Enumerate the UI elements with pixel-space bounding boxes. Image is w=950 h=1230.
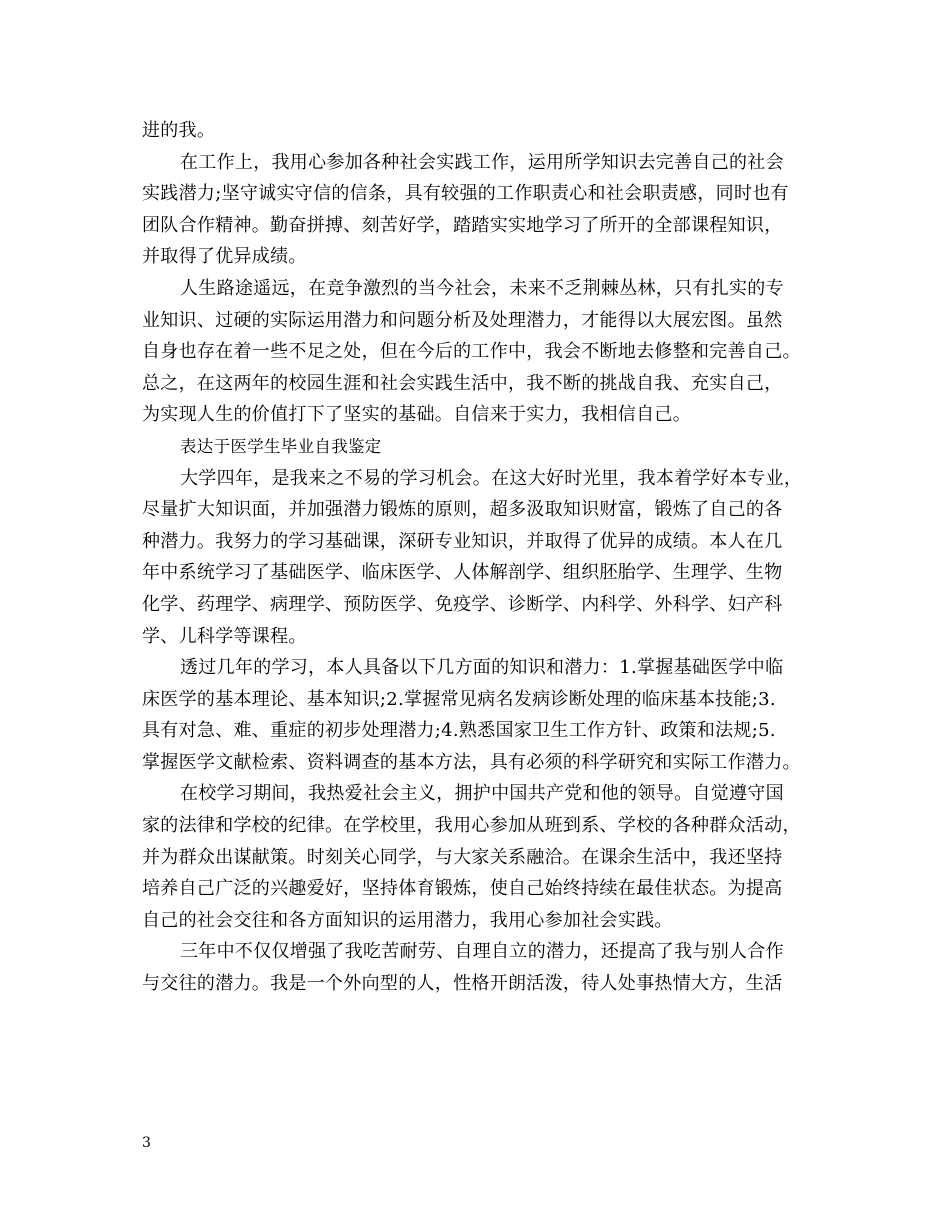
text-line: 实践潜力;坚守诚实守信的信条，具有较强的工作职责心和社会职责感，同时也有: [142, 183, 789, 205]
text-line: 总之，在这两年的校园生涯和社会实践生活中，我不断的挑战自我、充实自己，: [142, 372, 783, 394]
text-line: 并取得了优异成绩。: [142, 246, 307, 268]
text-line: 床医学的基本理论、基本知识;2.掌握常见病名发病诊断处理的临床基本技能;3.: [142, 688, 776, 710]
text-line: 学、儿科学等课程。: [142, 625, 307, 647]
text-line: 为实现人生的价值打下了坚实的基础。自信来于实力，我相信自己。: [142, 404, 691, 426]
page-number: 3: [142, 1135, 151, 1151]
text-line: 种潜力。我努力的学习基础课，深研专业知识，并取得了优异的成绩。本人在几: [142, 530, 783, 552]
text-line: 业知识、过硬的实际运用潜力和问题分析及处理潜力，才能得以大展宏图。虽然: [142, 309, 783, 331]
text-line: 掌握医学文献检索、资料调查的基本方法，具有必须的科学研究和实际工作潜力。: [142, 751, 801, 773]
text-line: 自身也存在着一些不足之处，但在今后的工作中，我会不断地去修整和完善自己。: [142, 341, 801, 363]
paragraph-start-line: 在工作上，我用心参加各种社会实践工作，运用所学知识去完善自己的社会: [180, 151, 784, 173]
paragraph-start-line: 在校学习期间，我热爱社会主义，拥护中国共产党和他的领导。自觉遵守国: [180, 783, 784, 805]
text-line: 家的法律和学校的纪律。在学校里，我用心参加从班到系、学校的各种群众活动，: [142, 815, 801, 837]
text-line: 与交往的潜力。我是一个外向型的人，性格开朗活泼，待人处事热情大方，生活: [142, 973, 783, 995]
section-heading: 表达于医学生毕业自我鉴定: [180, 436, 382, 456]
text-line: 自己的社会交往和各方面知识的运用潜力，我用心参加社会实践。: [142, 909, 673, 931]
text-line: 并为群众出谋献策。时刻关心同学，与大家关系融洽。在课余生活中，我还坚持: [142, 846, 783, 868]
paragraph-start-line: 大学四年，是我来之不易的学习机会。在这大好时光里，我本着学好本专业，: [180, 467, 803, 489]
text-line: 培养自己广泛的兴趣爱好，坚持体育锻炼，使自己始终持续在最佳状态。为提高: [142, 878, 783, 900]
text-line: 尽量扩大知识面，并加强潜力锻炼的原则，超多汲取知识财富，锻炼了自己的各: [142, 499, 783, 521]
paragraph-start-line: 人生路途遥远，在竞争激烈的当今社会，未来不乏荆棘丛林，只有扎实的专: [180, 277, 784, 299]
paragraph-start-line: 透过几年的学习，本人具备以下几方面的知识和潜力：1.掌握基础医学中临: [180, 657, 784, 679]
text-line: 具有对急、难、重症的初步处理潜力;4.熟悉国家卫生工作方针、政策和法规;5.: [142, 720, 776, 742]
text-line: 化学、药理学、病理学、预防医学、免疫学、诊断学、内科学、外科学、妇产科: [142, 593, 783, 615]
text-line: 团队合作精神。勤奋拼搏、刻苦好学，踏踏实实地学习了所开的全部课程知识，: [142, 214, 783, 236]
paragraph-start-line: 三年中不仅仅增强了我吃苦耐劳、自理自立的潜力，还提高了我与别人合作: [180, 941, 784, 963]
text-line: 进的我。: [142, 120, 216, 141]
text-line: 年中系统学习了基础医学、临床医学、人体解剖学、组织胚胎学、生理学、生物: [142, 562, 783, 584]
document-body: [142, 115, 814, 1000]
